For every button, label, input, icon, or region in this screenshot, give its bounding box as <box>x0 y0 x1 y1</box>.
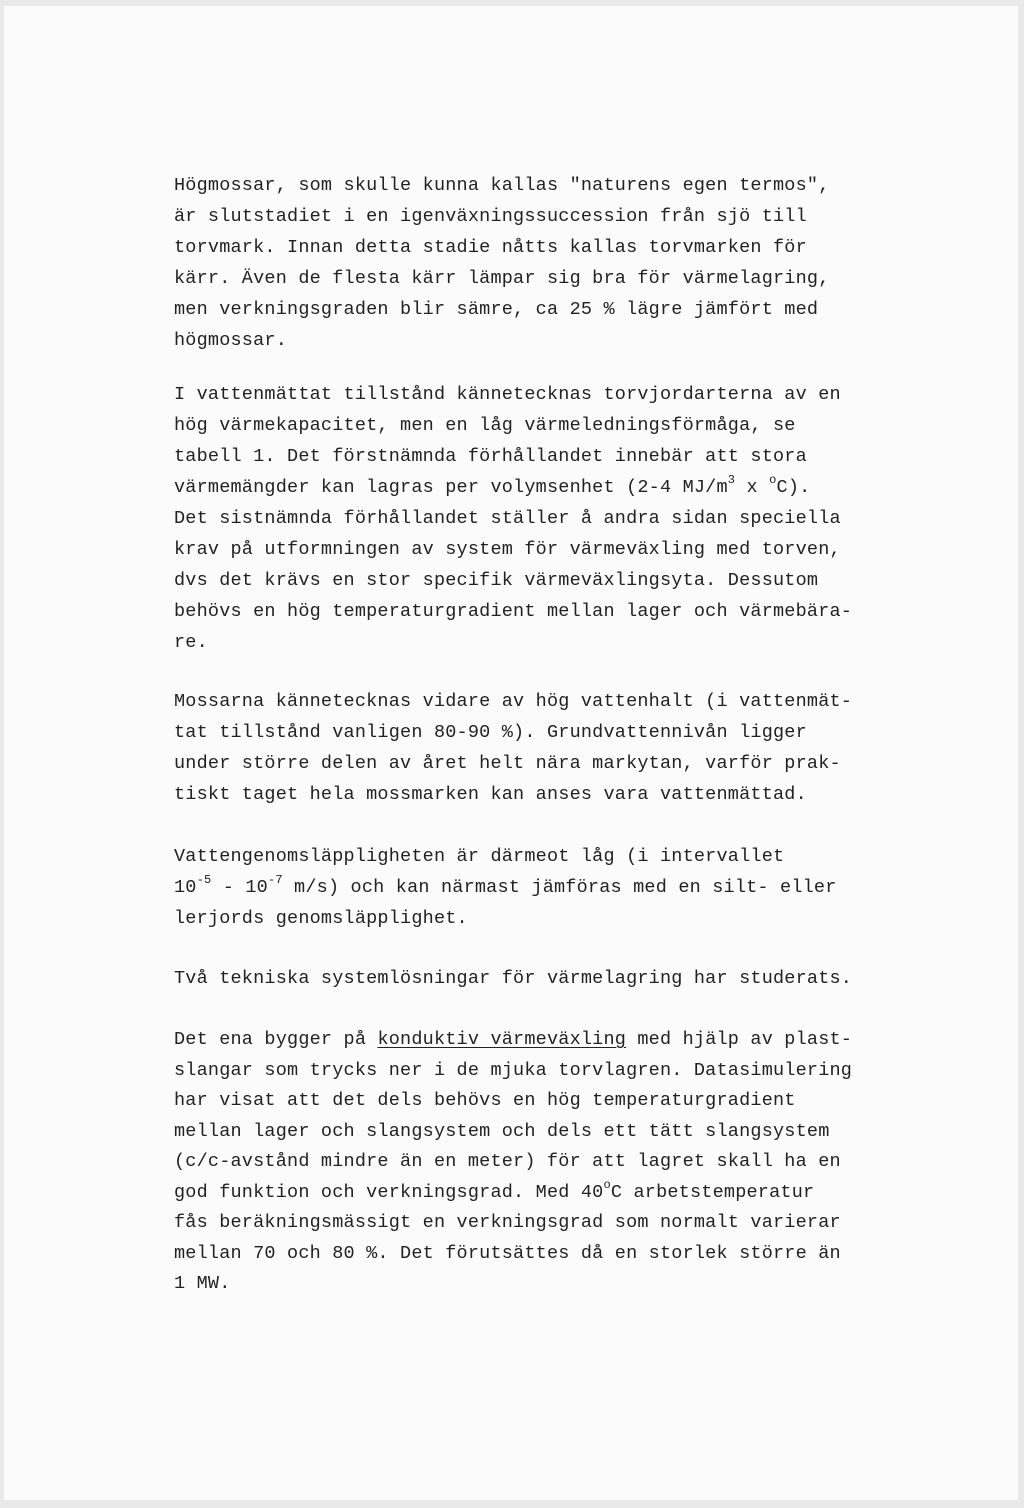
superscript: o <box>603 1177 611 1192</box>
text-line: behövs en hög temperaturgradient mellan lager och värmebära- <box>174 601 853 622</box>
text-line: Vattengenomsläppligheten är därmeot låg (i intervallet <box>174 846 785 867</box>
text-line: mellan 70 och 80 %. Det förutsättes då en storlek större än <box>174 1242 841 1264</box>
text-line: Det sistnämnda förhållandet ställer å andra sidan speciella <box>174 508 841 529</box>
text-fragment: - 10 <box>211 877 268 898</box>
text-line: hög värmekapacitet, men en låg värmeledningsförmåga, se <box>174 415 796 436</box>
text-line: men verkningsgraden blir sämre, ca 25 % lägre jämfört med <box>174 299 819 320</box>
text-line <box>174 872 934 903</box>
text-fragment: C). <box>776 477 811 498</box>
text-fragment: god funktion och verkningsgrad. Med 40 <box>174 1181 604 1203</box>
text-line: slangar som trycks ner i de mjuka torvlagren. Datasimulering <box>174 1059 853 1081</box>
text-line: tabell 1. Det förstnämnda förhållandet innebär att stora <box>174 446 807 467</box>
text-line <box>174 1178 934 1209</box>
text-line: re. <box>174 632 208 653</box>
text-fragment: m/s) och kan närmast jämföras med en silt- eller <box>282 877 837 898</box>
text-line: 1 MW. <box>174 1273 231 1294</box>
text-line: kärr. Även de flesta kärr lämpar sig bra för värmelagring, <box>174 268 830 289</box>
text-line: under större delen av året helt nära markytan, varför prak- <box>174 753 841 774</box>
text-fragment: med hjälp av plast- <box>626 1029 853 1050</box>
text-line: dvs det krävs en stor specifik värmeväxlingsyta. Dessutom <box>174 570 819 591</box>
text-line: Mossarna kännetecknas vidare av hög vattenhalt (i vattenmät- <box>174 691 853 712</box>
paragraph-vattengenomslapplighet <box>174 841 934 934</box>
paragraph-mossarna <box>174 686 934 810</box>
text-line: högmossar. <box>174 330 288 351</box>
paragraph-hogmossar <box>174 170 934 356</box>
text-line: torvmark. Innan detta stadie nåtts kallas torvmarken för <box>174 237 807 258</box>
text-line: är slutstadiet i en igenväxningssuccession från sjö till <box>174 206 807 227</box>
text-line: (c/c-avstånd mindre än en meter) för att lagret skall ha en <box>174 1151 841 1172</box>
text-fragment: C arbetstemperatur <box>610 1181 815 1203</box>
text-line: fås beräkningsmässigt en verkningsgrad som normalt varierar <box>174 1212 841 1233</box>
text-line: krav på utformningen av system för värmeväxling med torven, <box>174 539 841 560</box>
paragraph-konduktiv <box>174 1025 934 1300</box>
text-line: har visat att det dels behövs en hög temperaturgradient <box>174 1090 796 1111</box>
text-line <box>174 472 934 503</box>
text-line: Högmossar, som skulle kunna kallas "naturens egen termos", <box>174 175 830 196</box>
superscript: o <box>769 473 777 487</box>
superscript: 3 <box>727 473 736 487</box>
text-fragment: Det ena bygger på <box>174 1029 378 1050</box>
text-line: I vattenmättat tillstånd kännetecknas torvjordarterna av en <box>174 384 841 405</box>
paragraph-vattenmattat <box>174 379 934 658</box>
superscript: -7 <box>267 873 283 887</box>
document-page <box>4 6 1018 1500</box>
text-fragment: x <box>735 477 770 498</box>
text-fragment: värmemängder kan lagras per volymsenhet (2-4 MJ/m <box>174 477 728 498</box>
text-line: tiskt taget hela mossmarken kan anses vara vattenmättad. <box>174 784 807 805</box>
underlined-term: konduktiv värmeväxling <box>377 1029 627 1050</box>
text-line <box>174 1025 934 1056</box>
text-line: lerjords genomsläpplighet. <box>174 908 468 929</box>
superscript: -5 <box>196 873 212 887</box>
text-line: tat tillstånd vanligen 80-90 %). Grundvattennivån ligger <box>174 722 807 743</box>
text-fragment: 10 <box>174 877 197 898</box>
paragraph-systemlosningar <box>174 963 934 994</box>
text-line: mellan lager och slangsystem och dels ett tätt slangsystem <box>174 1120 830 1142</box>
text-line: Två tekniska systemlösningar för värmelagring har studerats. <box>174 968 853 989</box>
